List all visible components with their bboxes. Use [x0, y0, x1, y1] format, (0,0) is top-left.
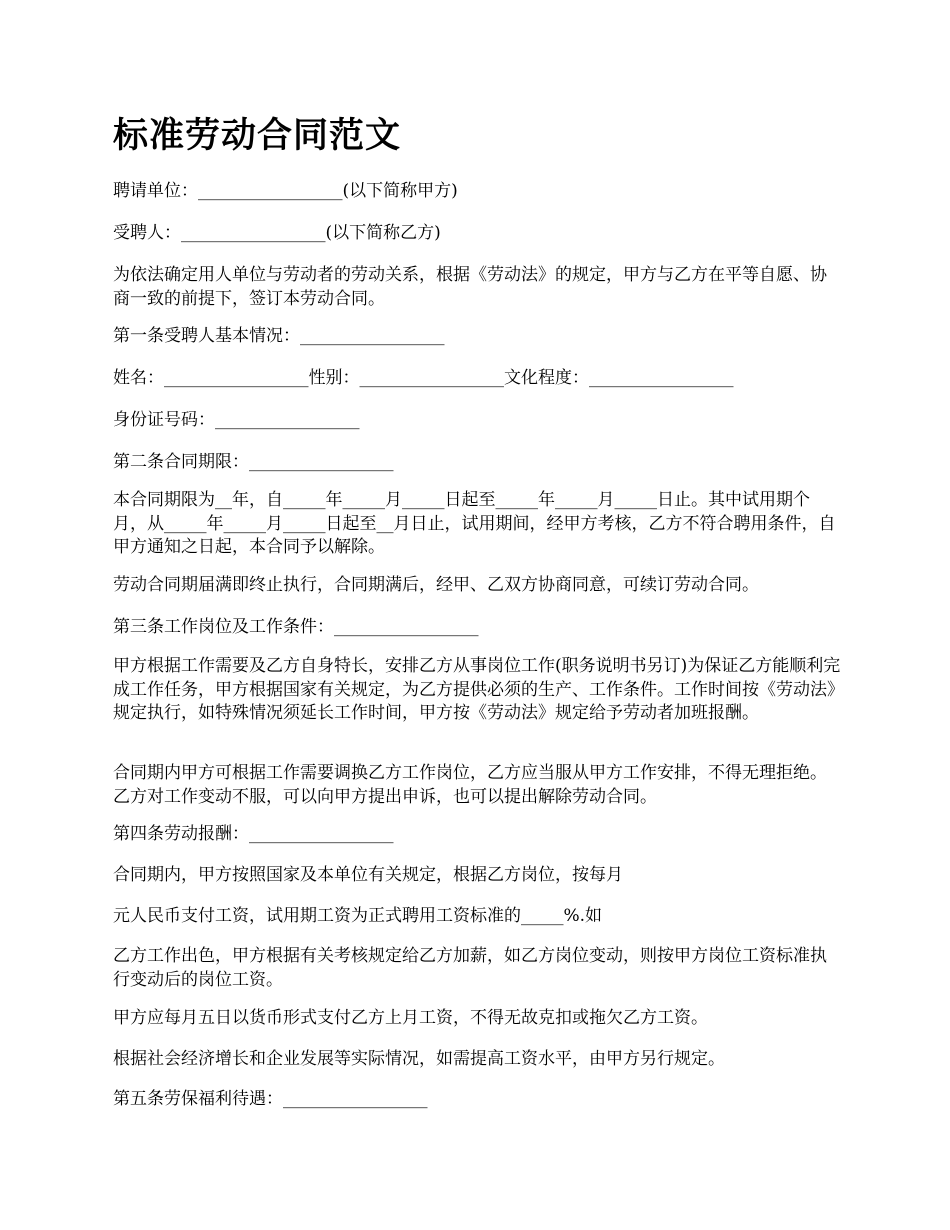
- contract-term-paragraph: 本合同期限为__年，自_____年_____月_____日起至_____年_____月_____日止。其中试用期个月，从_____年_____月_____日起至__月日止，试用期间，经甲方考核，乙方不符合聘用条件，自甲方通知之日起，本合同予以解除。: [113, 490, 836, 557]
- article-2-heading: 第二条合同期限：_________________: [113, 452, 394, 472]
- salary-paragraph-1: 合同期内，甲方按照国家及本单位有关规定，根据乙方岗位，按每月: [113, 865, 623, 885]
- work-conditions-paragraph: 甲方根据工作需要及乙方自身特长，安排乙方从事岗位工作(职务说明书另订)为保证乙方能顺利完成工作任务，甲方根据国家有关规定，为乙方提供必须的生产、工作条件。工作时间按《劳动法》规定执行，如特殊情况须延长工作时间，甲方按《劳动法》规定给予劳动者加班报酬。: [113, 656, 841, 723]
- salary-paragraph-2: 元人民币支付工资，试用期工资为正式聘用工资标准的_____%.如: [113, 906, 603, 926]
- name-gender-education-line: 姓名：_________________性别：_________________文化程度：_________________: [113, 368, 734, 388]
- job-transfer-paragraph: 合同期内甲方可根据工作需要调换乙方工作岗位，乙方应当服从甲方工作安排，不得无理拒绝。乙方对工作变动不服，可以向甲方提出申诉，也可以提出解除劳动合同。: [113, 763, 827, 807]
- wage-adjustment-paragraph: 根据社会经济增长和企业发展等实际情况，如需提高工资水平，由甲方另行规定。: [113, 1049, 725, 1069]
- payment-date-paragraph: 甲方应每月五日以货币形式支付乙方上月工资，不得无故克扣或拖欠乙方工资。: [113, 1008, 708, 1028]
- document-title: 标准劳动合同范文: [113, 115, 402, 156]
- employer-line: 聘请单位：_________________(以下简称甲方): [113, 181, 458, 201]
- contract-expiry-paragraph: 劳动合同期届满即终止执行，合同期满后，经甲、乙双方协商同意，可续订劳动合同。: [113, 575, 759, 595]
- article-3-heading: 第三条工作岗位及工作条件：_________________: [113, 617, 479, 637]
- article-1-heading: 第一条受聘人基本情况：_________________: [113, 326, 445, 346]
- preamble-paragraph: 为依法确定用人单位与劳动者的劳动关系，根据《劳动法》的规定，甲方与乙方在平等自愿、协商一致的前提下，签订本劳动合同。: [113, 265, 827, 309]
- article-4-heading: 第四条劳动报酬：_________________: [113, 824, 394, 844]
- employee-line: 受聘人：_________________(以下简称乙方): [113, 223, 441, 243]
- salary-raise-paragraph: 乙方工作出色，甲方根据有关考核规定给乙方加薪，如乙方岗位变动，则按甲方岗位工资标准执行变动后的岗位工资。: [113, 946, 827, 990]
- article-5-heading: 第五条劳保福利待遇：_________________: [113, 1089, 428, 1109]
- id-number-line: 身份证号码：_________________: [113, 410, 360, 430]
